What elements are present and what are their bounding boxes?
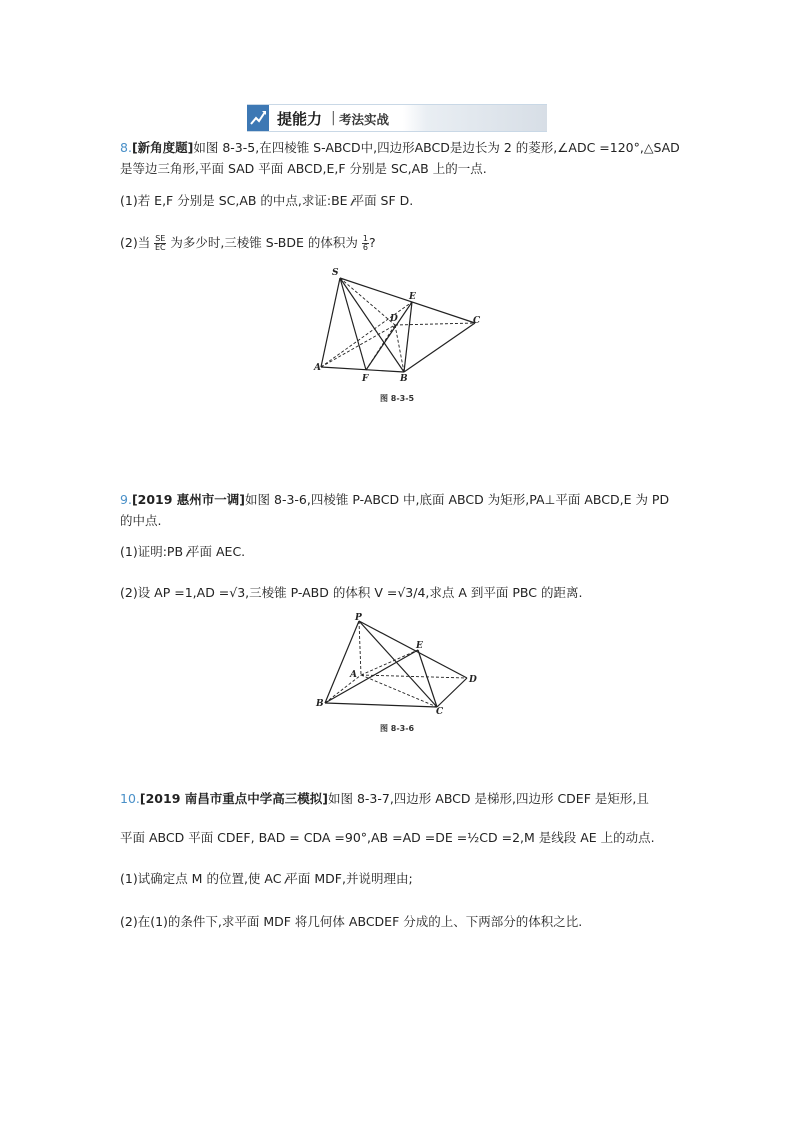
q8-part-2	[120, 234, 376, 252]
fig836-label-D: D	[469, 675, 477, 685]
q9-part-2: (2)设 AP =1,AD =√3,三棱锥 P-ABD 的体积 V =√3/4,求点 A 到平面 PBC 的距离.	[120, 585, 583, 600]
q10-line-1-text: 如图 8-3-7,四边形 ABCD 是梯形,四边形 CDEF 是矩形,且	[327, 791, 649, 806]
fig835-label-A: A	[314, 363, 321, 373]
fig835-label-S: S	[332, 268, 339, 278]
q8-line-1-text: 如图 8-3-5,在四棱锥 S-ABCD中,四边形ABCD是边长为 2 的菱形,∠ADC =120°,△SAD	[193, 140, 680, 155]
figure-8-3-5	[300, 262, 500, 390]
banner-subtitle: 考法实战	[339, 112, 390, 127]
fig836-label-C: C	[436, 707, 444, 717]
q9-number: 9.	[120, 492, 132, 507]
q8-line-1	[120, 139, 680, 157]
fig835-label-F: F	[362, 374, 369, 384]
fig836-label-B: B	[316, 699, 324, 709]
q8-ratio-fraction	[154, 235, 166, 252]
q8-volume-numerator: 1	[362, 234, 368, 243]
section-banner	[247, 104, 547, 132]
q9-line-2: 的中点.	[120, 513, 162, 528]
banner-separator: |	[331, 110, 336, 126]
q8-ratio-numerator: SE	[155, 234, 166, 243]
fig835-label-D: D	[390, 314, 398, 324]
rising-chart-icon	[247, 105, 269, 131]
fig836-label-A: A	[350, 670, 357, 680]
q10-tag: [2019 南昌市重点中学高三模拟]	[139, 791, 328, 806]
banner-title: 提能力	[277, 110, 323, 128]
fig835-label-C: C	[473, 316, 481, 326]
q8-ratio-denominator: EC	[154, 243, 166, 252]
q10-line-2: 平面 ABCD 平面 CDEF, BAD = CDA =90°,AB =AD =DE =½CD =2,M 是线段 AE 上的动点.	[120, 830, 655, 845]
q10-part-1-pre: (1)试确定点 M 的位置,使 AC	[120, 871, 286, 886]
q10-part-2: (2)在(1)的条件下,求平面 MDF 将几何体 ABCDEF 分成的上、下两部分的体积之比.	[120, 914, 583, 929]
q9-line-1	[120, 491, 669, 509]
fig835-label-E: E	[409, 292, 416, 302]
q9-part-1-pre: (1)证明:PB	[120, 544, 188, 559]
q8-line-2: 是等边三角形,平面 SAD 平面 ABCD,E,F 分别是 SC,AB 上的一点.	[120, 161, 487, 176]
fig835-label-B: B	[400, 374, 408, 384]
figure-8-3-6	[310, 612, 480, 717]
figure-8-3-6-caption: 图 8-3-6	[380, 724, 415, 733]
fig836-label-E: E	[416, 641, 423, 651]
fig836-label-P: P	[355, 613, 362, 623]
q8-part-1-post: 平面 SF D.	[351, 193, 414, 208]
q8-part-2-pre: (2)当	[120, 235, 151, 250]
q8-part-1-pre: (1)若 E,F 分别是 SC,AB 的中点,求证:BE	[120, 193, 352, 208]
q10-part-1-post: 平面 MDF,并说明理由;	[285, 871, 413, 886]
q8-volume-denominator: 6	[362, 243, 368, 252]
q8-number: 8.	[120, 140, 132, 155]
q8-tag: [新角度题]	[131, 140, 194, 155]
q9-part-1-post: 平面 AEC.	[187, 544, 246, 559]
q8-part-2-mid: 为多少时,三棱锥 S-BDE 的体积为	[170, 235, 358, 250]
q10-number: 10.	[120, 791, 140, 806]
q9-line-1-text: 如图 8-3-6,四棱锥 P-ABCD 中,底面 ABCD 为矩形,PA⊥平面 ABCD,E 为 PD	[245, 492, 670, 507]
q8-part-2-post: ?	[368, 235, 376, 250]
q8-volume-fraction	[362, 235, 369, 252]
q9-tag: [2019 惠州市一调]	[131, 492, 246, 507]
q10-part-1	[120, 870, 413, 888]
q10-line-1	[120, 790, 649, 808]
q9-part-1	[120, 543, 245, 561]
figure-8-3-5-caption: 图 8-3-5	[380, 394, 415, 403]
q8-part-1	[120, 192, 413, 210]
